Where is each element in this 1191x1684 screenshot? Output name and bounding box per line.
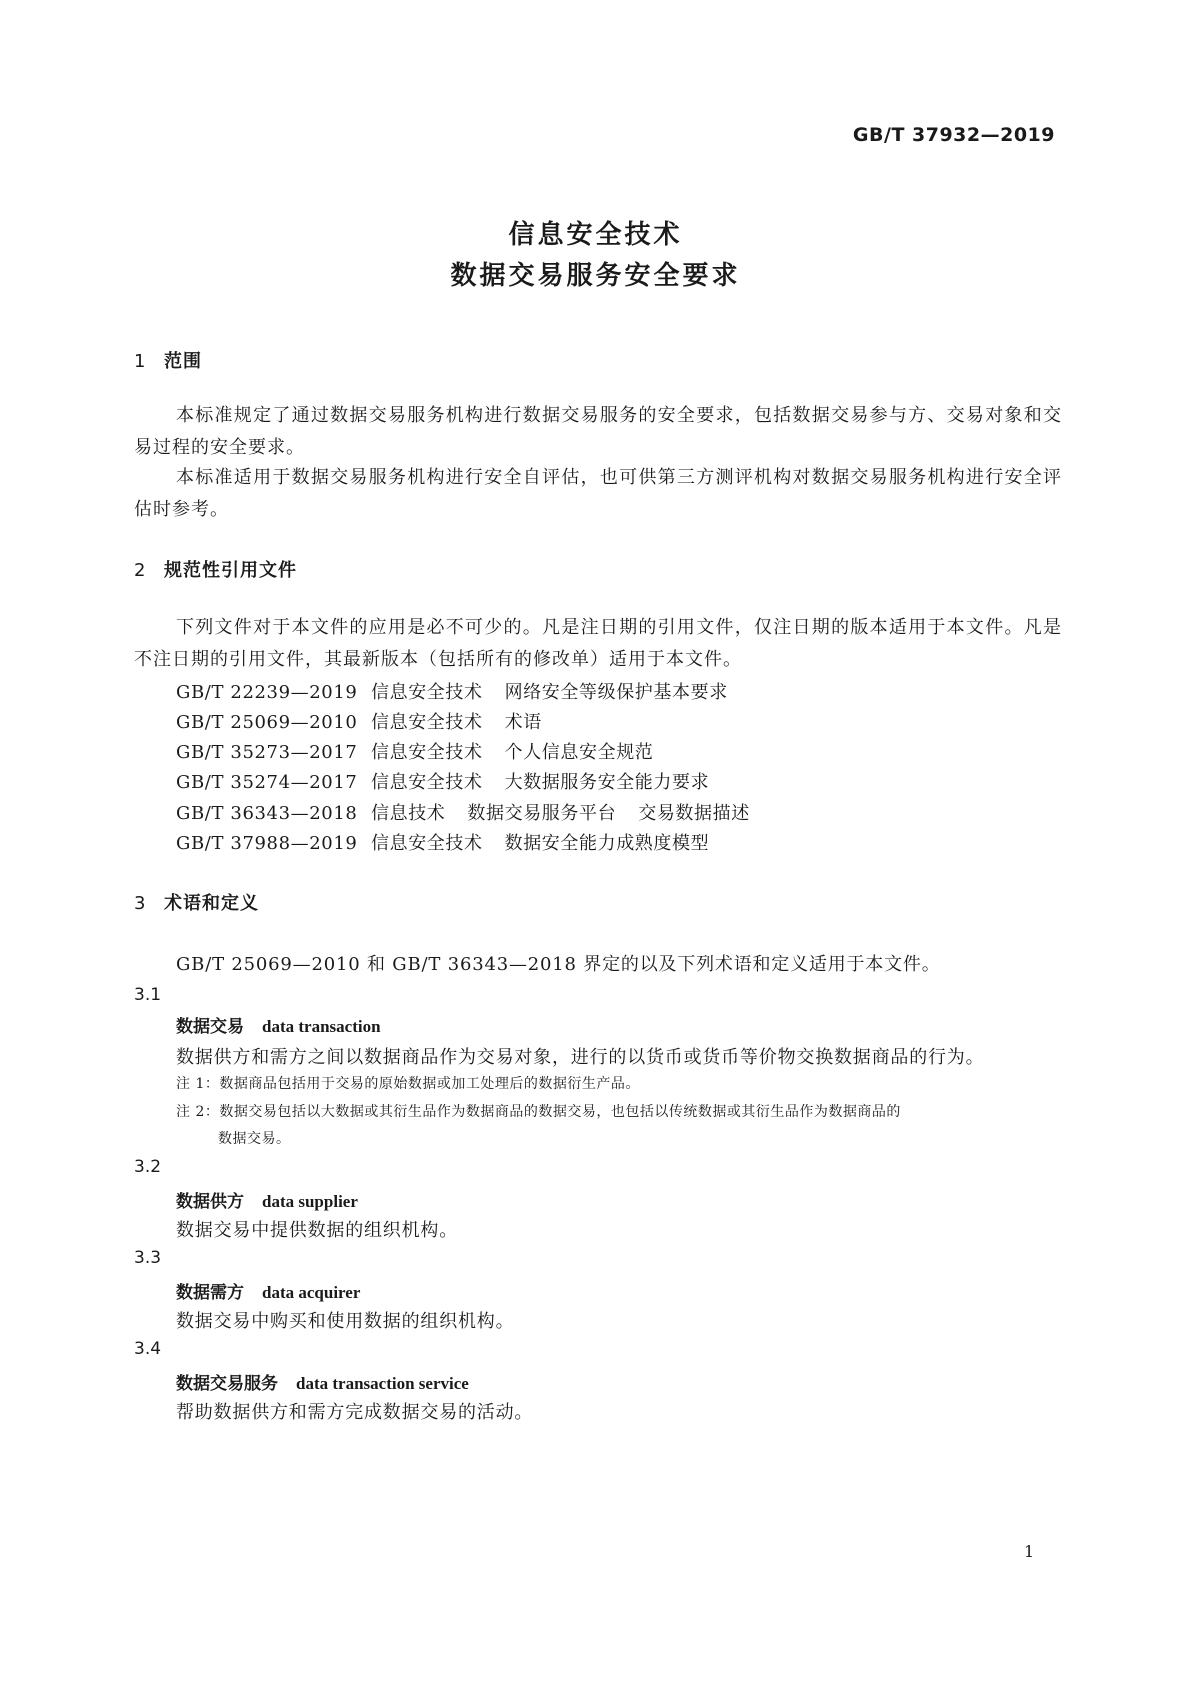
term-definition: 数据交易中购买和使用数据的组织机构。 bbox=[176, 1311, 515, 1332]
document-title-line-1: 信息安全技术 bbox=[508, 220, 683, 250]
reference-title-part: 信息安全技术 bbox=[371, 742, 483, 763]
term-english: data acquirer bbox=[262, 1283, 361, 1302]
term-number: 3.3 bbox=[134, 1248, 162, 1268]
section-number: 1 bbox=[134, 351, 147, 372]
term-english: data transaction service bbox=[296, 1374, 469, 1393]
term-number: 3.1 bbox=[134, 985, 162, 1005]
reference-title-part: 信息技术 bbox=[371, 803, 446, 824]
reference-title-part: 交易数据描述 bbox=[638, 803, 750, 824]
term-number: 3.2 bbox=[134, 1157, 162, 1177]
reference-code: GB/T 37988—2019 bbox=[176, 833, 358, 854]
section-1-paragraph-1: 本标准规定了通过数据交易服务机构进行数据交易服务的安全要求，包括数据交易参与方、交易对象和交易过程的安全要求。 bbox=[134, 405, 1062, 458]
term-english: data transaction bbox=[262, 1017, 381, 1036]
term-note: 注 2：数据交易包括以大数据或其衍生品作为数据商品的数据交易，也包括以传统数据或其衍生品作为数据商品的 bbox=[176, 1104, 901, 1120]
reference-item bbox=[176, 799, 750, 825]
reference-title-part: 信息安全技术 bbox=[371, 833, 483, 854]
page-number: 1 bbox=[1024, 1542, 1035, 1561]
section-number: 3 bbox=[134, 893, 147, 914]
section-2-intro: 下列文件对于本文件的应用是必不可少的。凡是注日期的引用文件，仅注日期的版本适用于本文件。凡是不注日期的引用文件，其最新版本（包括所有的修改单）适用于本文件。 bbox=[134, 617, 1062, 670]
reference-title-part: 信息安全技术 bbox=[371, 772, 483, 793]
term-heading bbox=[176, 1369, 469, 1394]
term-chinese: 数据供方 bbox=[176, 1192, 244, 1212]
reference-item bbox=[176, 708, 542, 734]
reference-code: GB/T 35273—2017 bbox=[176, 742, 358, 763]
reference-item bbox=[176, 829, 709, 855]
reference-code: GB/T 25069—2010 bbox=[176, 712, 358, 733]
term-number: 3.4 bbox=[134, 1339, 162, 1359]
reference-code: GB/T 22239—2019 bbox=[176, 682, 358, 703]
term-chinese: 数据交易服务 bbox=[176, 1374, 278, 1394]
reference-title-part: 信息安全技术 bbox=[371, 712, 483, 733]
reference-title-part: 数据安全能力成熟度模型 bbox=[504, 833, 710, 854]
reference-item bbox=[176, 678, 728, 704]
section-title: 范围 bbox=[164, 351, 202, 372]
term-definition: 数据供方和需方之间以数据商品作为交易对象，进行的以货币或货币等价物交换数据商品的行为。 bbox=[176, 1047, 985, 1068]
term-english: data supplier bbox=[262, 1192, 358, 1211]
section-1-paragraph-2: 本标准适用于数据交易服务机构进行安全自评估，也可供第三方测评机构对数据交易服务机构进行安全评估时参考。 bbox=[134, 467, 1062, 520]
section-1-heading bbox=[134, 347, 202, 373]
term-heading bbox=[176, 1012, 381, 1037]
section-3-heading bbox=[134, 889, 259, 915]
term-chinese: 数据交易 bbox=[176, 1017, 244, 1037]
section-title: 规范性引用文件 bbox=[164, 560, 297, 581]
reference-title-part: 网络安全等级保护基本要求 bbox=[504, 682, 728, 703]
reference-code: GB/T 35274—2017 bbox=[176, 772, 358, 793]
reference-title-part: 数据交易服务平台 bbox=[467, 803, 617, 824]
document-title-line-2: 数据交易服务安全要求 bbox=[450, 261, 741, 291]
standard-code: GB/T 37932—2019 bbox=[852, 124, 1055, 146]
term-note-continuation: 数据交易。 bbox=[218, 1131, 291, 1147]
term-definition: 数据交易中提供数据的组织机构。 bbox=[176, 1220, 458, 1241]
reference-title-part: 大数据服务安全能力要求 bbox=[504, 772, 710, 793]
term-definition: 帮助数据供方和需方完成数据交易的活动。 bbox=[176, 1402, 534, 1423]
term-note: 注 1：数据商品包括用于交易的原始数据或加工处理后的数据衍生产品。 bbox=[176, 1076, 640, 1092]
term-heading bbox=[176, 1187, 358, 1212]
term-chinese: 数据需方 bbox=[176, 1283, 244, 1303]
reference-title-part: 术语 bbox=[504, 712, 542, 733]
reference-code: GB/T 36343—2018 bbox=[176, 803, 358, 824]
section-number: 2 bbox=[134, 560, 147, 581]
reference-title-part: 个人信息安全规范 bbox=[504, 742, 654, 763]
section-title: 术语和定义 bbox=[164, 893, 259, 914]
reference-item bbox=[176, 768, 709, 794]
section-3-intro: GB/T 25069—2010 和 GB/T 36343—2018 界定的以及下列术语和定义适用于本文件。 bbox=[176, 954, 941, 975]
section-2-heading bbox=[134, 556, 297, 582]
reference-title-part: 信息安全技术 bbox=[371, 682, 483, 703]
reference-item bbox=[176, 738, 653, 764]
term-heading bbox=[176, 1278, 360, 1303]
